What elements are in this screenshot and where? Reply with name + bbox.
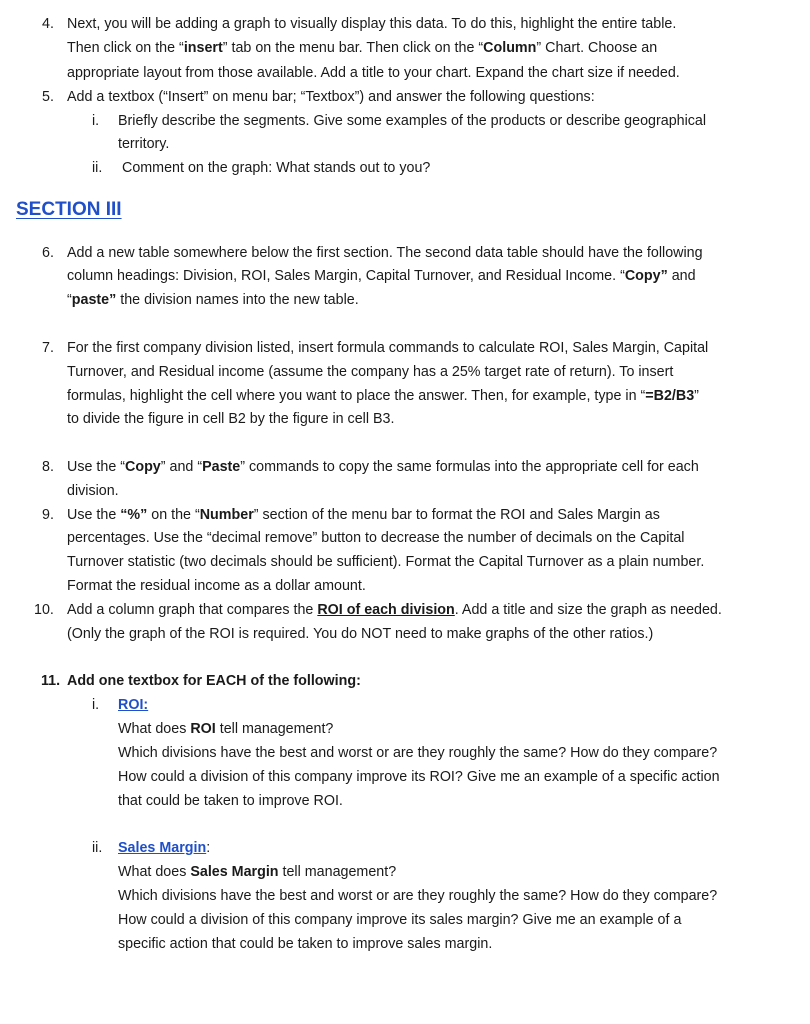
item-5-sub-ii-number: ii. [92, 160, 103, 176]
item-6-line-2: column headings: Division, ROI, Sales Margin, Capital Turnover, and Residual Income. “Copy” and [67, 268, 696, 284]
item-8-number: 8. [42, 459, 54, 475]
item-7-line-4: to divide the figure in cell B2 by the figure in cell B3. [67, 411, 395, 427]
item-4-line-1: Next, you will be adding a graph to visually display this data. To do this, highlight the entire table. [67, 16, 677, 32]
item-10-number: 10. [34, 602, 54, 618]
item-9-line-1: Use the “%” on the “Number” section of the menu bar to format the ROI and Sales Margin as [67, 507, 660, 523]
item-10-line-2: (Only the graph of the ROI is required. You do NOT need to make graphs of the other ratios.) [67, 626, 654, 642]
item-8-line-2: division. [67, 483, 119, 499]
section-iii-heading: SECTION III [16, 199, 122, 220]
item-9-number: 9. [42, 507, 54, 523]
item-9-line-3: Turnover statistic (two decimals should be sufficient). Format the Capital Turnover as a plain number. [67, 554, 705, 570]
item-7-line-2: Turnover, and Residual income (assume the company has a 25% target rate of return). To insert [67, 364, 674, 380]
item-5-number: 5. [42, 89, 54, 105]
item-11-sales-margin-line-2: Which divisions have the best and worst or are they roughly the same? How do they compare? [118, 888, 718, 904]
item-4-line-3: appropriate layout from those available. Add a title to your chart. Expand the chart size if needed. [67, 65, 680, 81]
item-7-line-1: For the first company division listed, insert formula commands to calculate ROI, Sales Margin, Capital [67, 340, 709, 356]
item-11-sales-margin-line-4: specific action that could be taken to improve sales margin. [118, 936, 493, 952]
item-7-line-3: formulas, highlight the cell where you want to place the answer. Then, for example, type in “=B2/B3” [67, 388, 699, 404]
item-11-title: Add one textbox for EACH of the following: [67, 673, 361, 689]
item-11-sub-ii-number: ii. [92, 840, 103, 856]
item-11-roi-line-4: that could be taken to improve ROI. [118, 793, 343, 809]
item-10-line-1: Add a column graph that compares the ROI of each division. Add a title and size the graph as needed. [67, 602, 722, 618]
item-9-line-2: percentages. Use the “decimal remove” button to decrease the number of decimals on the Capital [67, 530, 685, 546]
item-11-sales-margin-line-1: What does Sales Margin tell management? [118, 864, 397, 880]
item-11-roi-line-1: What does ROI tell management? [118, 721, 334, 737]
item-6-line-1: Add a new table somewhere below the first section. The second data table should have the following [67, 245, 703, 261]
item-11-number: 11. [41, 673, 61, 689]
item-5-sub-i-line-1: Briefly describe the segments. Give some examples of the products or describe geographical [118, 113, 707, 129]
item-4-number: 4. [42, 16, 54, 32]
item-5-sub-ii-line-1: Comment on the graph: What stands out to you? [122, 160, 431, 176]
item-5-line-1: Add a textbox (“Insert” on menu bar; “Textbox”) and answer the following questions: [67, 89, 595, 105]
sales-margin-heading-link: Sales Margin [118, 840, 207, 856]
item-5-sub-i-line-2: territory. [118, 136, 170, 152]
item-8-line-1: Use the “Copy” and “Paste” commands to copy the same formulas into the appropriate cell for each [67, 459, 699, 475]
item-6-number: 6. [42, 245, 54, 261]
item-11-roi-line-3: How could a division of this company improve its ROI? Give me an example of a specific action [118, 769, 720, 785]
roi-heading-link: ROI: [118, 697, 149, 713]
item-11-roi-heading [118, 695, 148, 715]
item-9-line-4: Format the residual income as a dollar amount. [67, 578, 366, 594]
item-11-sub-i-number: i. [92, 697, 100, 713]
item-6-line-3: “paste” the division names into the new table. [67, 292, 359, 308]
item-11-sales-margin-line-3: How could a division of this company improve its sales margin? Give me an example of a [118, 912, 682, 928]
item-7-number: 7. [42, 340, 54, 356]
item-5-sub-i-number: i. [92, 113, 100, 129]
item-4-line-2: Then click on the “insert” tab on the menu bar. Then click on the “Column” Chart. Choose an [67, 40, 658, 56]
item-11-sales-margin-heading: Sales Margin: [118, 840, 211, 856]
item-11-roi-line-2: Which divisions have the best and worst or are they roughly the same? How do they compare? [118, 745, 718, 761]
